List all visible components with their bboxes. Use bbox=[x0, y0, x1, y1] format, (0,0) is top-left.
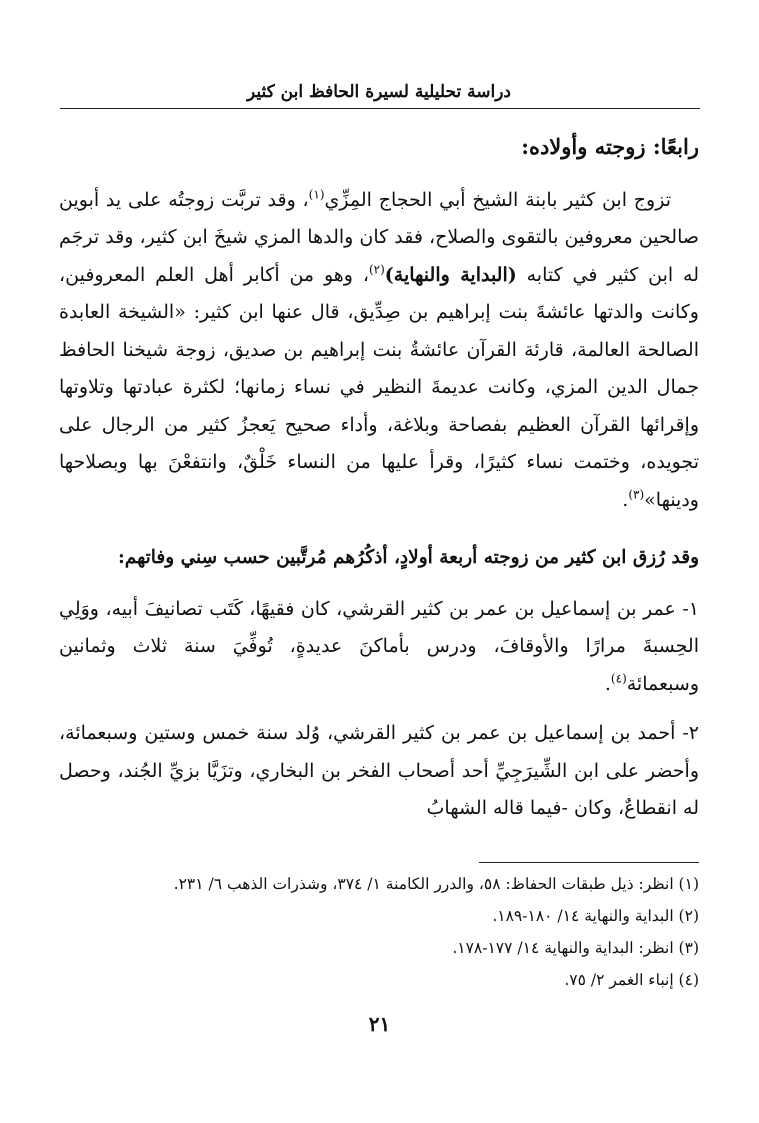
footnotes bbox=[59, 868, 699, 996]
paragraph-text: تزوج ابن كثير بابنة الشيخ أبي الحجاج المِزِّي bbox=[324, 188, 671, 211]
list-item bbox=[59, 591, 699, 704]
paragraph-text: . bbox=[622, 488, 629, 511]
footnote-ref-3: (٣) bbox=[628, 487, 645, 502]
footnote-3: (٣) انظر: البداية والنهاية ١٤/ ١٧٧-١٧٨. bbox=[452, 939, 699, 957]
children-subheading: وقد رُزق ابن كثير من زوجته أربعة أولادٍ، أذكُرُهم مُرتَّبين حسب سِني وفاتهم: bbox=[117, 547, 699, 568]
list-item-text: أحمد بن إسماعيل بن عمر بن كثير القرشي، وُلد سنة خمس وستين وسبعمائة، وأحضر على ابن الشِّيرَجِيِّ أحد أصحاب الفخر بن البخاري، وتزَيَّا بزيِّ الجُند، وحصل له انقطاعٌ، وكان -فيما قاله الشهابُ bbox=[59, 722, 699, 819]
footnote-4: (٤) إنباء الغمر ٢/ ٧٥. bbox=[564, 971, 699, 989]
footnote-ref-4: (٤) bbox=[610, 671, 627, 686]
book-title: (البداية والنهاية) bbox=[384, 263, 517, 286]
running-header: دراسة تحليلية لسيرة الحافظ ابن كثير bbox=[247, 82, 511, 102]
list-item-number: ٢- bbox=[682, 722, 699, 744]
footnote-rule bbox=[479, 862, 699, 863]
footnote-2: (٢) البداية والنهاية ١٤/ ١٨٠-١٨٩. bbox=[492, 907, 699, 925]
paragraph-text: ، وهو من أكابر أهل العلم المعروفين، وكانت والدتها عائشةَ بنت إبراهيم بن صِدِّيق، قال عنها ابن كثير: «الشيخة العابدة الصالحة العالمة، قارئة القرآن عائشةُ بنت إبراهيم بن صديق، زوجة شيخنا الحافظ جمال الدين المزي، وكانت عديمةَ النظير في نساء زمانها؛ لكثرة عبادتها وتلاوتها وإقرائها القرآن العظيم بفصاحة وبلاغة، وأداء صحيح يَعجزُ كثير من الرجال على تجويده، وختمت نساء كثيرًا، وقرأ عليها من النساء خَلْقٌ، وانتفعْنَ بها وبصلاحها ودينها» bbox=[59, 263, 699, 511]
list-item-number: ١- bbox=[682, 597, 699, 620]
list-item bbox=[59, 715, 699, 828]
main-text bbox=[59, 122, 699, 840]
header-rule bbox=[60, 108, 700, 109]
paragraph-wife bbox=[59, 182, 699, 520]
footnote-ref-2: (٢) bbox=[368, 262, 385, 277]
footnote-1: (١) انظر: ذيل طبقات الحفاظ: ٥٨، والدرر الكامنة ١/ ٣٧٤، وشذرات الذهب ٦/ ٢٣١. bbox=[173, 875, 699, 893]
section-heading: رابعًا: زوجته وأولاده: bbox=[521, 134, 699, 159]
page-number: ٢١ bbox=[368, 1012, 391, 1036]
list-item-end: . bbox=[604, 672, 611, 695]
list-item-text: عمر بن إسماعيل بن عمر بن كثير القرشي، كان فقيهًا، كَتَب تصانيفَ أبيه، ووَلِي الحِسبةَ مرارًا والأوقافَ، ودرس بأماكنَ عديدةٍ، تُوفِّيَ سنة ثلاث وثمانين وسبعمائة bbox=[59, 597, 699, 695]
footnote-ref-1: (١) bbox=[308, 187, 325, 202]
paragraph-text: ، وقد تربَّت زوجتُه على يد أبوين صالحين معروفين بالتقوى والصلاح، فقد كان والدها المزي شيخَ ابن كثير، وقد ترجَم له ابن كثير في كتابه bbox=[59, 188, 699, 286]
